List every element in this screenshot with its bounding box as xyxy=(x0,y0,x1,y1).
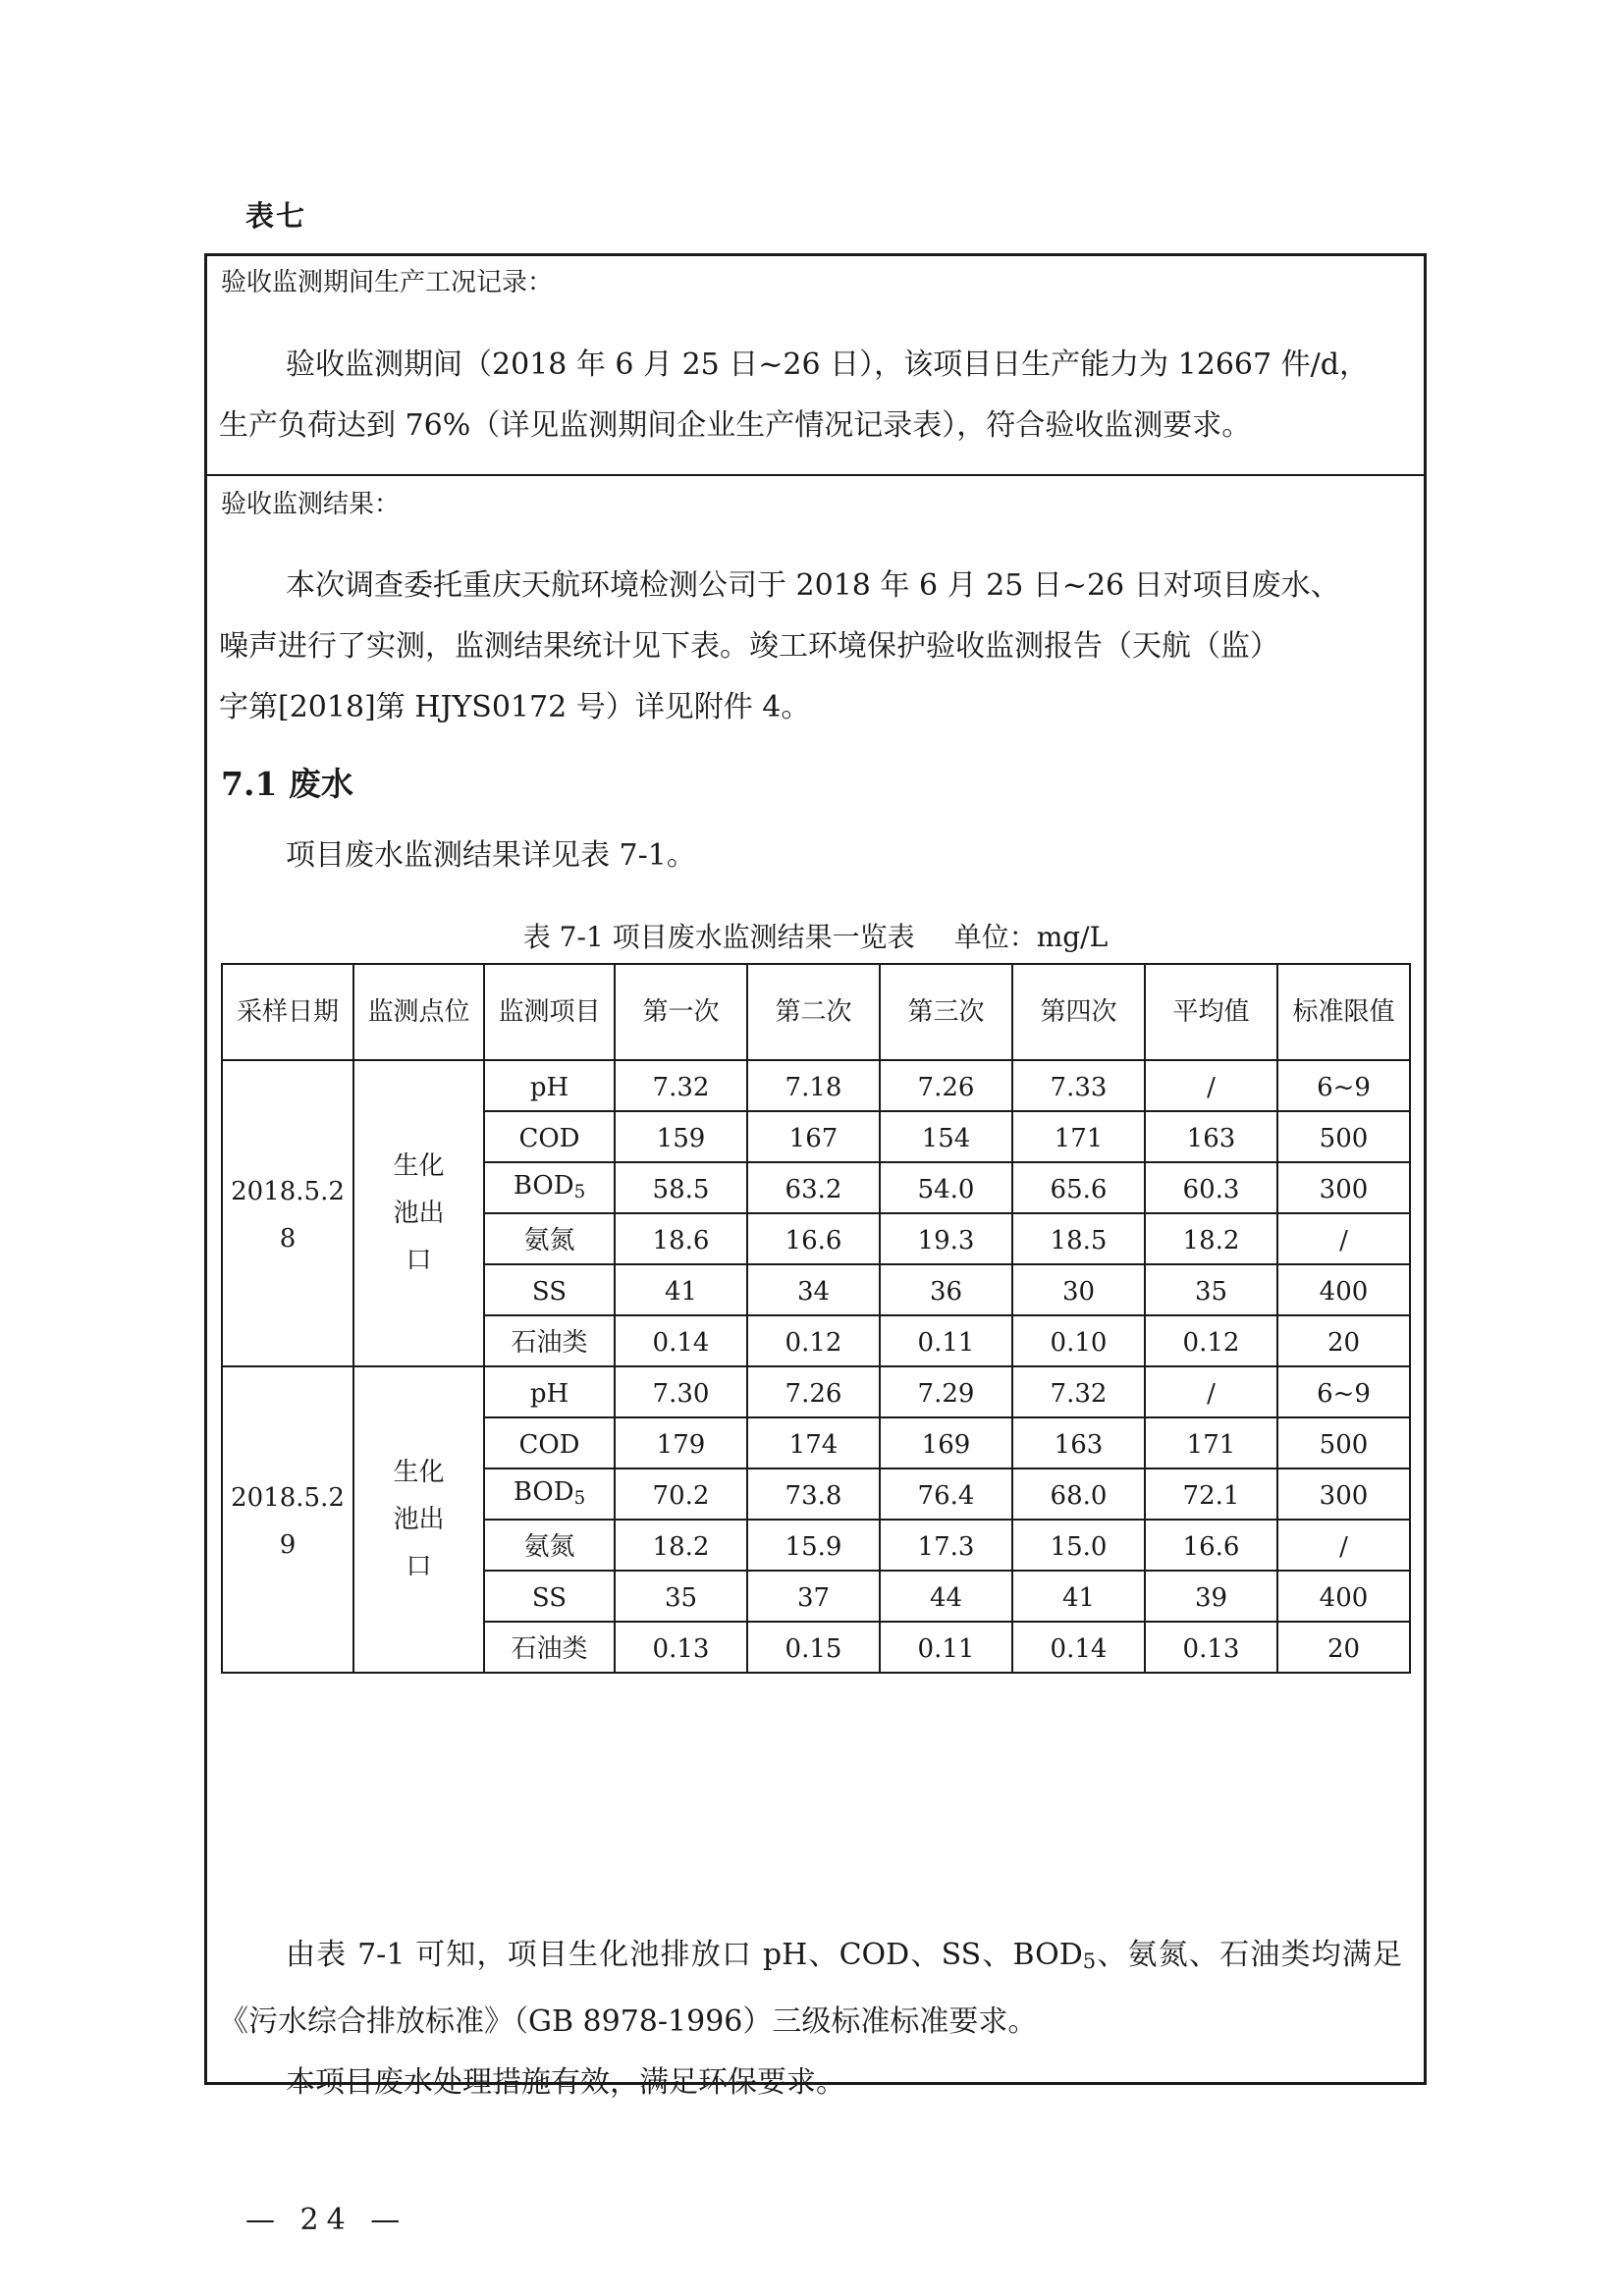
limit-cell: 20 xyxy=(1277,1622,1410,1673)
value-cell: 0.10 xyxy=(1012,1315,1145,1366)
average-cell: 163 xyxy=(1145,1111,1277,1162)
average-cell: 18.2 xyxy=(1145,1213,1277,1264)
value-cell: 30 xyxy=(1012,1264,1145,1315)
limit-cell: 400 xyxy=(1277,1571,1410,1622)
value-cell: 174 xyxy=(747,1417,880,1468)
value-cell: 44 xyxy=(880,1571,1012,1622)
monitoring-point-cell: 生化池出口 xyxy=(353,1060,484,1366)
monitoring-item-cell: 石油类 xyxy=(484,1315,615,1366)
average-cell: 0.12 xyxy=(1145,1315,1277,1366)
value-cell: 54.0 xyxy=(880,1162,1012,1213)
average-cell: 35 xyxy=(1145,1264,1277,1315)
monitoring-item-cell xyxy=(484,1468,615,1520)
monitoring-item-cell: SS xyxy=(484,1264,615,1315)
average-cell: 72.1 xyxy=(1145,1468,1277,1520)
sampling-date-cell: 2018.5.28 xyxy=(222,1060,353,1366)
table-row xyxy=(222,1366,1410,1417)
value-cell: 19.3 xyxy=(880,1213,1012,1264)
limit-cell: 20 xyxy=(1277,1315,1410,1366)
content-frame xyxy=(204,253,1427,2100)
header-cell: 监测点位 xyxy=(353,964,484,1060)
conclusion-block xyxy=(219,1925,1402,2113)
sampling-date-cell: 2018.5.29 xyxy=(222,1366,353,1673)
header-cell: 标准限值 xyxy=(1277,964,1410,1060)
value-cell: 15.9 xyxy=(747,1520,880,1571)
results-line-2: 噪声进行了实测，监测结果统计见下表。竣工环境保护验收监测报告（天航（监） xyxy=(219,629,1279,664)
value-cell: 37 xyxy=(747,1571,880,1622)
value-cell: 0.14 xyxy=(1012,1622,1145,1673)
table-caption-unit: 单位：mg/L xyxy=(953,921,1109,953)
average-cell: 39 xyxy=(1145,1571,1277,1622)
value-cell: 65.6 xyxy=(1012,1162,1145,1213)
header-cell: 第一次 xyxy=(615,964,747,1060)
conclusion-subscript: 5 xyxy=(1082,1949,1097,1973)
limit-cell: 500 xyxy=(1277,1417,1410,1468)
value-cell: 167 xyxy=(747,1111,880,1162)
header-cell: 第二次 xyxy=(747,964,880,1060)
limit-cell: 500 xyxy=(1277,1111,1410,1162)
monitoring-point-cell: 生化池出口 xyxy=(353,1366,484,1673)
value-cell: 171 xyxy=(1012,1111,1145,1162)
production-paragraph xyxy=(219,335,1402,456)
value-cell: 15.0 xyxy=(1012,1520,1145,1571)
wastewater-intro xyxy=(219,826,1402,886)
value-cell: 7.32 xyxy=(1012,1366,1145,1417)
limit-cell: / xyxy=(1277,1520,1410,1571)
value-cell: 18.5 xyxy=(1012,1213,1145,1264)
value-cell: 0.11 xyxy=(880,1622,1012,1673)
value-cell: 7.26 xyxy=(880,1060,1012,1111)
value-cell: 17.3 xyxy=(880,1520,1012,1571)
value-cell: 68.0 xyxy=(1012,1468,1145,1520)
value-cell: 41 xyxy=(615,1264,747,1315)
value-cell: 7.26 xyxy=(747,1366,880,1417)
header-cell: 第四次 xyxy=(1012,964,1145,1060)
value-cell: 7.18 xyxy=(747,1060,880,1111)
average-cell: / xyxy=(1145,1366,1277,1417)
table-body xyxy=(222,1060,1410,1673)
conclusion-text-b: 、氨氮、石油类均满足《污水综合排放标准》（GB 8978-1996）三级标准标准要求。 xyxy=(219,1938,1403,2039)
conclusion-paragraph-2: 本项目废水处理措施有效，满足环保要求。 xyxy=(286,2065,845,2100)
value-cell: 0.11 xyxy=(880,1315,1012,1366)
value-cell: 73.8 xyxy=(747,1468,880,1520)
average-cell: 16.6 xyxy=(1145,1520,1277,1571)
value-cell: 18.6 xyxy=(615,1213,747,1264)
bod-subscript: 5 xyxy=(573,1182,586,1202)
value-cell: 36 xyxy=(880,1264,1012,1315)
conclusion-paragraph xyxy=(219,1925,1402,2053)
limit-cell: 6~9 xyxy=(1277,1366,1410,1417)
average-cell: / xyxy=(1145,1060,1277,1111)
value-cell: 0.13 xyxy=(615,1622,747,1673)
value-cell: 63.2 xyxy=(747,1162,880,1213)
value-cell: 41 xyxy=(1012,1571,1145,1622)
monitoring-item-cell: COD xyxy=(484,1417,615,1468)
production-line-2: 生产负荷达到 76%（详见监测期间企业生产情况记录表），符合验收监测要求。 xyxy=(219,408,1252,443)
monitoring-item-cell: pH xyxy=(484,1366,615,1417)
wastewater-intro-text: 项目废水监测结果详见表 7-1。 xyxy=(286,838,696,873)
results-line-3: 字第[2018]第 HJYS0172 号）详见附件 4。 xyxy=(219,690,811,724)
header-cell: 监测项目 xyxy=(484,964,615,1060)
value-cell: 0.15 xyxy=(747,1622,880,1673)
wastewater-table xyxy=(221,963,1411,1674)
results-label: 验收监测结果： xyxy=(221,490,401,519)
average-cell: 171 xyxy=(1145,1417,1277,1468)
table-caption-title: 表 7-1 项目废水监测结果一览表 xyxy=(522,921,915,953)
table-header-row xyxy=(222,964,1410,1060)
limit-cell: 6~9 xyxy=(1277,1060,1410,1111)
wastewater-title: 7.1 废水 xyxy=(221,765,353,803)
production-label: 验收监测期间生产工况记录： xyxy=(221,268,554,297)
header-cell: 第三次 xyxy=(880,964,1012,1060)
monitoring-item-cell: COD xyxy=(484,1111,615,1162)
limit-cell: 300 xyxy=(1277,1468,1410,1520)
monitoring-item-cell: SS xyxy=(484,1571,615,1622)
value-cell: 159 xyxy=(615,1111,747,1162)
value-cell: 7.32 xyxy=(615,1060,747,1111)
value-cell: 163 xyxy=(1012,1417,1145,1468)
average-cell: 60.3 xyxy=(1145,1162,1277,1213)
monitoring-item-cell: 石油类 xyxy=(484,1622,615,1673)
limit-cell: / xyxy=(1277,1213,1410,1264)
monitoring-item-cell: 氨氮 xyxy=(484,1213,615,1264)
monitoring-item-cell xyxy=(484,1162,615,1213)
header-cell: 采样日期 xyxy=(222,964,353,1060)
value-cell: 169 xyxy=(880,1417,1012,1468)
section-divider xyxy=(207,474,1424,476)
bod-label: BOD xyxy=(513,1477,574,1507)
value-cell: 7.29 xyxy=(880,1366,1012,1417)
value-cell: 179 xyxy=(615,1417,747,1468)
value-cell: 0.12 xyxy=(747,1315,880,1366)
monitoring-item-cell: 氨氮 xyxy=(484,1520,615,1571)
page-number: — 24 — xyxy=(245,2203,408,2237)
table-row xyxy=(222,1060,1410,1111)
results-paragraph xyxy=(219,556,1402,738)
results-line-1: 本次调查委托重庆天航环境检测公司于 2018 年 6 月 25 日~26 日对项目废水、 xyxy=(286,568,1340,603)
bod-label: BOD xyxy=(513,1171,574,1201)
monitoring-item-cell: pH xyxy=(484,1060,615,1111)
conclusion-text-a: 由表 7-1 可知，项目生化池排放口 pH、COD、SS、BOD xyxy=(286,1938,1083,1972)
value-cell: 0.14 xyxy=(615,1315,747,1366)
value-cell: 16.6 xyxy=(747,1213,880,1264)
value-cell: 7.33 xyxy=(1012,1060,1145,1111)
average-cell: 0.13 xyxy=(1145,1622,1277,1673)
header-cell: 平均值 xyxy=(1145,964,1277,1060)
value-cell: 154 xyxy=(880,1111,1012,1162)
table-heading: 表七 xyxy=(245,199,307,233)
limit-cell: 300 xyxy=(1277,1162,1410,1213)
value-cell: 35 xyxy=(615,1571,747,1622)
limit-cell: 400 xyxy=(1277,1264,1410,1315)
value-cell: 70.2 xyxy=(615,1468,747,1520)
value-cell: 18.2 xyxy=(615,1520,747,1571)
value-cell: 76.4 xyxy=(880,1468,1012,1520)
value-cell: 7.30 xyxy=(615,1366,747,1417)
production-line-1: 验收监测期间（2018 年 6 月 25 日~26 日），该项目日生产能力为 12667 件/d， xyxy=(286,347,1369,382)
value-cell: 34 xyxy=(747,1264,880,1315)
table-caption xyxy=(207,916,1424,955)
value-cell: 58.5 xyxy=(615,1162,747,1213)
bod-subscript: 5 xyxy=(573,1488,586,1509)
